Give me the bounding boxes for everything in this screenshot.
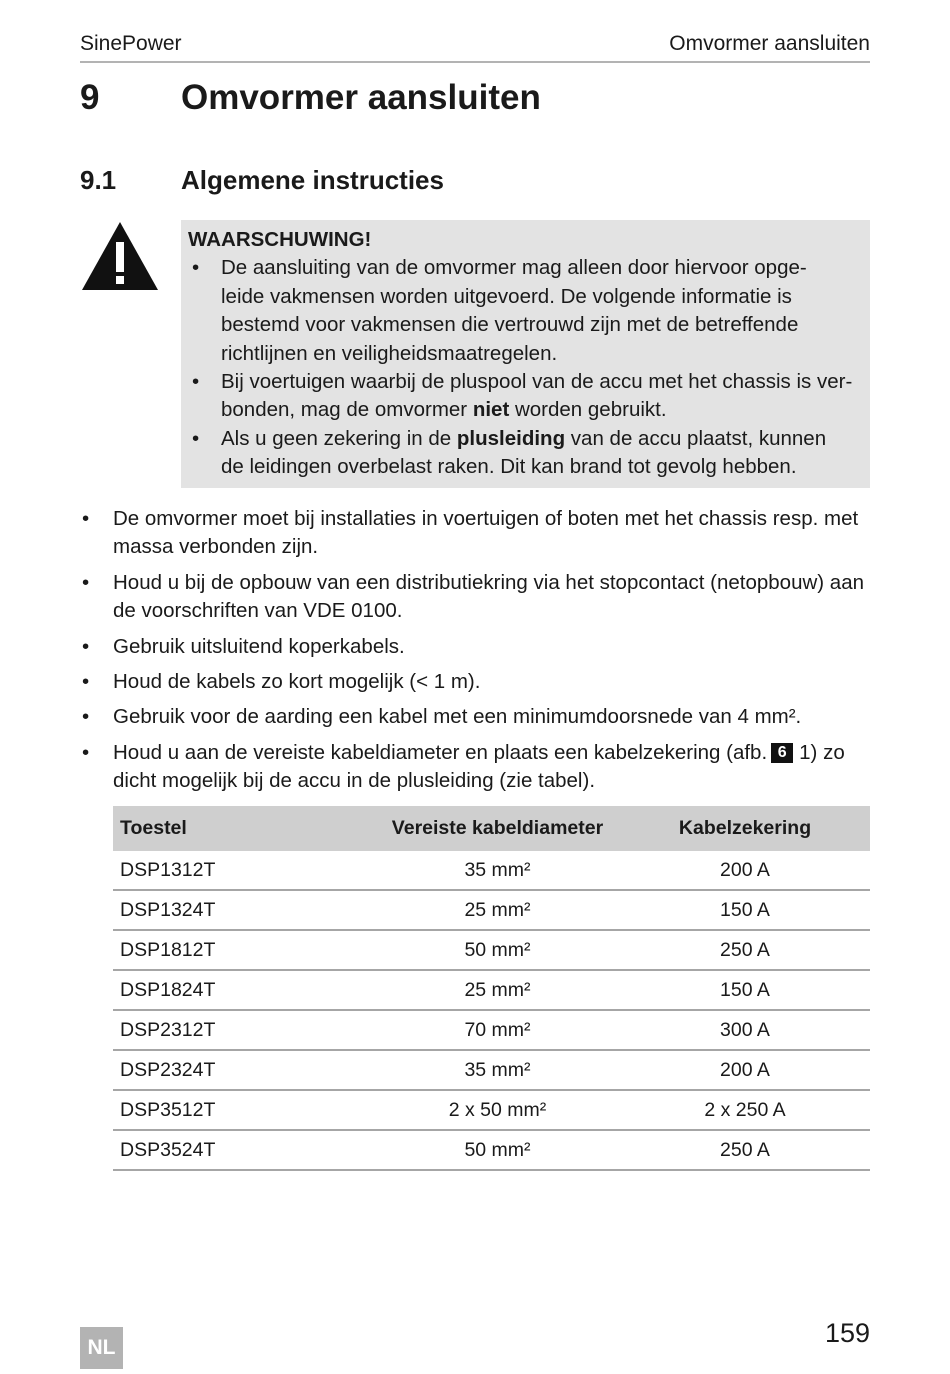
table-cell: 150 A [620,890,870,930]
cable-table [113,806,870,1171]
table-cell: 50 mm² [375,930,620,970]
warning-text: Bij voertuigen waarbij de pluspool van de accu met het chassis is ver- [221,370,853,394]
table-row [113,1050,870,1090]
table-cell: 35 mm² [375,851,620,890]
table-cell: 25 mm² [375,890,620,930]
list-item: • Houd de kabels zo kort mogelijk (< 1 m). [82,670,481,694]
table-cell: 200 A [620,851,870,890]
warning-text: bestemd voor vakmensen die vertrouwd zijn met de betreffende [221,313,799,337]
table-cell: 200 A [620,1050,870,1090]
warning-box [181,220,870,488]
table-cell: 150 A [620,970,870,1010]
warning-item [188,254,862,368]
table-row [113,1010,870,1050]
bullet-dot: • [192,370,200,394]
table-cell: 300 A [620,1010,870,1050]
warning-title: WAARSCHUWING! [188,228,372,251]
instruction-list [80,505,870,803]
list-item: • Houd u aan de vereiste kabeldiameter en plaats een kabelzekering (afb. 6 1) zo dicht mogelijk bij de accu in de plusleiding (zie tabel). [82,740,845,793]
warning-triangle-icon [80,220,160,292]
column-header: Kabelzekering [678,817,812,839]
bullet-dot: • [192,256,200,280]
figure-reference-badge: 6 [771,743,793,763]
list-item: • Gebruik voor de aarding een kabel met een minimumdoorsnede van 4 mm². [82,705,802,729]
table-header-row [113,806,870,851]
warning-text: leide vakmensen worden uitgevoerd. De volgende informatie is [221,284,792,308]
warning-text: de leidingen overbelast raken. Dit kan brand tot gevolg hebben. [221,455,797,479]
table-cell: DSP1324T [113,890,375,930]
warning-text: richtlijnen en veiligheidsmaatregelen. [221,341,558,365]
bullet-dot: • [192,426,200,450]
list-item: • Houd u bij de opbouw van een distributiekring via het stopcontact (netopbouw) aan de voorschriften van VDE 0100. [82,570,865,623]
table-row [113,890,870,930]
warning-text: De aansluiting van de omvormer mag alleen door hiervoor opge- [221,256,807,280]
table-cell: 50 mm² [375,1130,620,1170]
warning-text: Als u geen zekering in de plusleiding van de accu plaatst, kunnen [221,426,827,450]
column-header: Vereiste kabeldiameter [391,817,604,839]
chapter-number: 9 [80,78,100,117]
table-cell: DSP1824T [113,970,375,1010]
table-cell: 2 x 50 mm² [375,1090,620,1130]
list-item: • Gebruik uitsluitend koperkabels. [82,634,405,658]
table-cell: DSP2324T [113,1050,375,1090]
table-cell: 70 mm² [375,1010,620,1050]
header-section-title: Omvormer aansluiten [669,32,870,55]
header-product-name: SinePower [80,32,182,55]
warning-item [188,368,862,425]
table-row [113,930,870,970]
table-cell: DSP3512T [113,1090,375,1130]
emphasis-text: plusleiding [456,426,566,450]
table-cell: 250 A [620,1130,870,1170]
warning-item [188,425,862,482]
table-cell: DSP2312T [113,1010,375,1050]
table-row [113,970,870,1010]
table-row [113,1090,870,1130]
table-cell: 35 mm² [375,1050,620,1090]
header-divider [80,61,870,63]
table-cell: 2 x 250 A [620,1090,870,1130]
table-cell: 250 A [620,930,870,970]
section-title: Algemene instructies [181,165,444,195]
language-badge: NL [80,1327,123,1369]
chapter-title: Omvormer aansluiten [181,78,541,117]
warning-text: bonden, mag de omvormer niet worden gebruikt. [221,398,667,422]
table-cell: DSP1812T [113,930,375,970]
table-cell: DSP3524T [113,1130,375,1170]
page-number: 159 [824,1318,870,1348]
section-number: 9.1 [80,165,117,195]
table-cell: 25 mm² [375,970,620,1010]
list-item: • De omvormer moet bij installaties in voertuigen of boten met het chassis resp. met massa verbonden zijn. [82,507,859,559]
table-cell: DSP1312T [113,851,375,890]
table-row [113,1130,870,1170]
column-header: Toestel [120,817,187,839]
emphasis-text: niet [472,398,510,422]
table-row [113,851,870,890]
